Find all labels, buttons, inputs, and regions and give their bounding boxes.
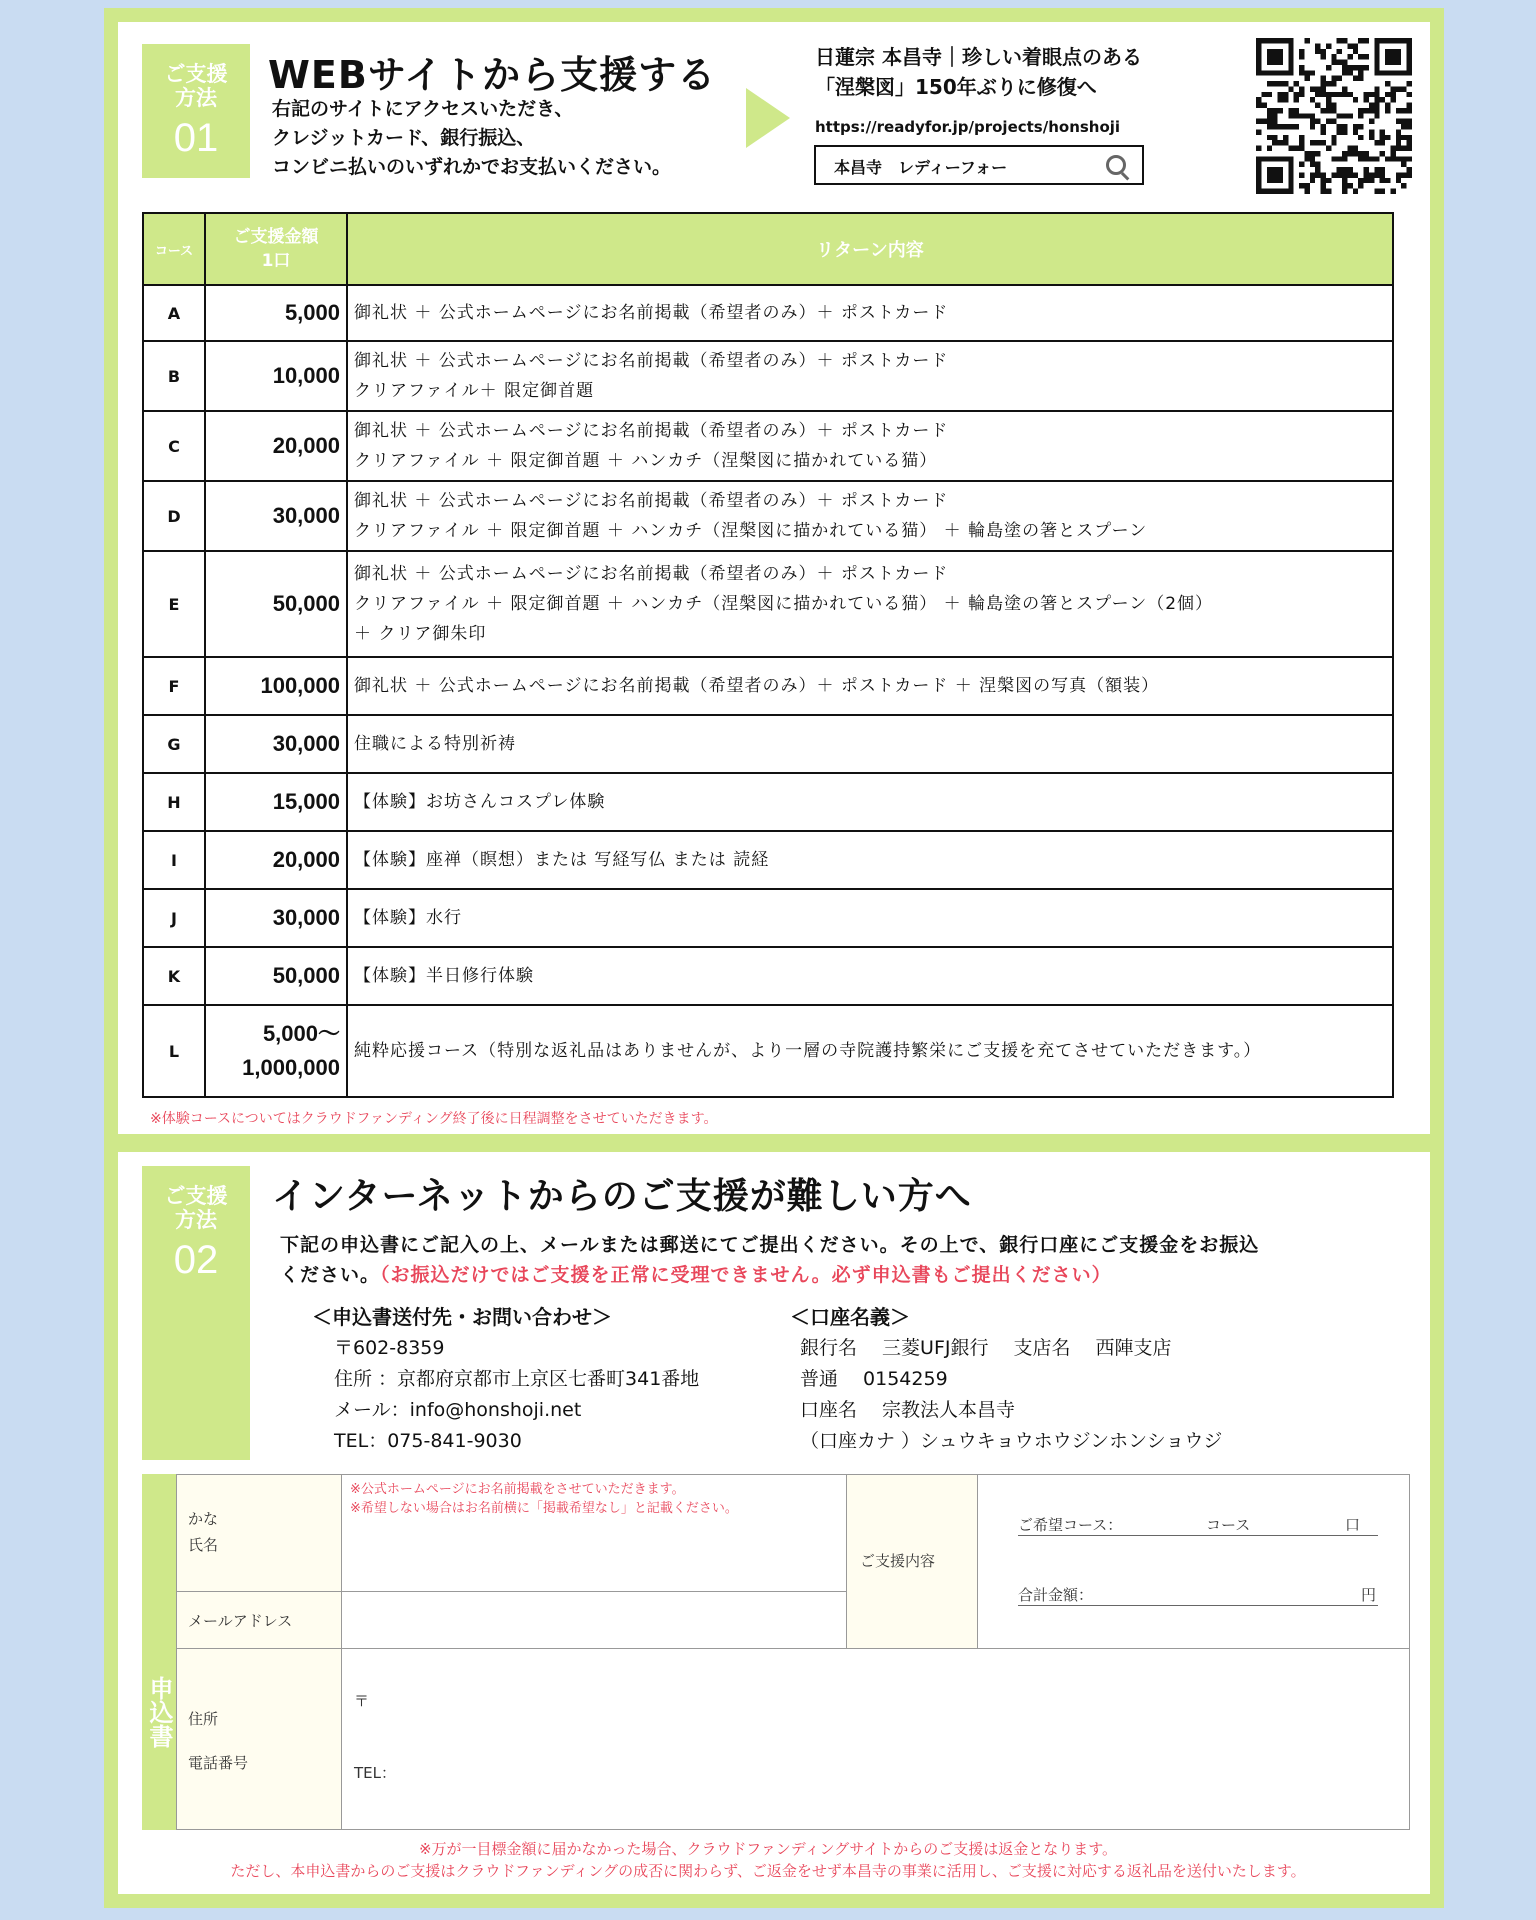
table-row — [143, 947, 1393, 1005]
course-amount: 50,000 — [205, 551, 347, 657]
course-amount: 5,000～ 1,000,000 — [205, 1005, 347, 1097]
course-returns — [347, 889, 1393, 947]
project-url[interactable]: https://readyfor.jp/projects/honshoji — [815, 118, 1121, 136]
project-title: 日蓮宗 本昌寺｜珍しい着眼点のある 「涅槃図」150年ぶりに修復へ — [815, 45, 1142, 99]
name-label: 氏名 — [188, 1536, 219, 1554]
course-amount: 50,000 — [205, 947, 347, 1005]
experience-note: ※体験コースについてはクラウドファンディング終了後に日程調整をさせていただきます。 — [150, 1111, 718, 1127]
header-course: コース — [143, 213, 205, 285]
address-label-cell — [176, 1648, 342, 1830]
return-line: 御礼状 ＋ 公式ホームページにお名前掲載（希望者のみ）＋ ポストカード ＋ 涅槃図の写真（額装） — [354, 676, 1160, 696]
badge-label: 方法 — [175, 86, 217, 110]
course-code: F — [143, 657, 205, 715]
course-amount: 30,000 — [205, 889, 347, 947]
course-code: G — [143, 715, 205, 773]
support-content-input[interactable] — [977, 1474, 1410, 1649]
course-code: B — [143, 341, 205, 411]
contact-info: ＜申込書送付先・お問い合わせ＞ 〒602-8359 住所 ：京都府京都市上京区七番町341番地 メール：info@honshoji.net TEL：075-841-9030 — [312, 1305, 700, 1452]
support-content-label: ご支援内容 — [860, 1552, 936, 1570]
table-row — [143, 411, 1393, 481]
table-row — [143, 481, 1393, 551]
course-returns — [347, 411, 1393, 481]
table-row — [143, 657, 1393, 715]
course-code: I — [143, 831, 205, 889]
table-row — [143, 773, 1393, 831]
footer-note: ※万が一目標金額に届かなかった場合、クラウドファンディングサイトからのご支援は返金となります。 — [418, 1840, 1118, 1858]
method2-badge — [142, 1166, 250, 1460]
course-returns — [347, 1005, 1393, 1097]
phone-label: 電話番号 — [188, 1754, 249, 1772]
course-returns — [347, 773, 1393, 831]
table-row — [143, 1005, 1393, 1097]
course-code: J — [143, 889, 205, 947]
table-header-row — [143, 213, 1393, 285]
email-label: メールアドレス — [188, 1612, 293, 1630]
search-text: 本昌寺 レディーフォー — [834, 158, 1008, 177]
course-amount: 20,000 — [205, 831, 347, 889]
course-returns — [347, 481, 1393, 551]
header-returns: リターン内容 — [347, 213, 1393, 285]
kana-label: かな — [188, 1510, 219, 1528]
course-line[interactable]: ご希望コース： コース 口 — [1018, 1514, 1378, 1536]
table-row — [143, 341, 1393, 411]
table-row — [143, 551, 1393, 657]
method2-instructions: 下記の申込書にご記入の上、メールまたは郵送にてご提出ください。その上で、銀行口座にご支援金をお振込 ください。（お振込だけではご支援を正常に受理できません。必ず申込書もご提出ください） — [280, 1234, 1260, 1286]
return-line: 【体験】水行 — [354, 908, 462, 928]
course-returns — [347, 831, 1393, 889]
table-row — [143, 831, 1393, 889]
name-note: ※公式ホームページにお名前掲載をさせていただきます。 — [350, 1482, 685, 1497]
tel-label: TEL： — [354, 1764, 396, 1782]
badge-label: ご支援 — [164, 62, 228, 86]
postal-mark: 〒 — [354, 1692, 370, 1710]
return-line: クリアファイル ＋ 限定御首題 ＋ ハンカチ（涅槃図に描かれている猫） ＋ 輪島塗の箸とスプーン（2個） — [354, 594, 1214, 614]
table-row — [143, 285, 1393, 341]
course-amount: 10,000 — [205, 341, 347, 411]
address-label: 住所 — [188, 1710, 219, 1728]
course-code: D — [143, 481, 205, 551]
table-row — [143, 715, 1393, 773]
method1-badge — [142, 44, 250, 178]
course-returns — [347, 657, 1393, 715]
course-amount: 20,000 — [205, 411, 347, 481]
course-code: H — [143, 773, 205, 831]
total-line[interactable]: 合計金額： 円 — [1018, 1586, 1376, 1604]
course-code: K — [143, 947, 205, 1005]
return-line: 御礼状 ＋ 公式ホームページにお名前掲載（希望者のみ）＋ ポストカード — [354, 303, 949, 323]
footer-note: ただし、本申込書からのご支援はクラウドファンディングの成否に関わらず、ご返金をせず本昌寺の事業に活用し、ご支援に対応する返礼品を送付いたします。 — [230, 1862, 1306, 1880]
course-returns — [347, 341, 1393, 411]
application-form — [142, 1474, 1410, 1830]
course-code: A — [143, 285, 205, 341]
course-code: E — [143, 551, 205, 657]
badge-number: 01 — [173, 116, 219, 160]
return-line: クリアファイル＋ 限定御首題 — [354, 381, 595, 401]
return-line: 【体験】お坊さんコスプレ体験 — [354, 792, 606, 812]
return-line: クリアファイル ＋ 限定御首題 ＋ ハンカチ（涅槃図に描かれている猫） ＋ 輪島塗の箸とスプーン — [354, 521, 1148, 541]
badge-label: ご支援 — [164, 1184, 228, 1208]
table-row — [143, 889, 1393, 947]
search-box[interactable] — [814, 145, 1144, 185]
return-line: 御礼状 ＋ 公式ホームページにお名前掲載（希望者のみ）＋ ポストカード — [354, 421, 949, 441]
qr-code-icon[interactable] — [1256, 38, 1412, 194]
course-code: L — [143, 1005, 205, 1097]
email-input[interactable] — [341, 1591, 847, 1649]
badge-label: 方法 — [175, 1208, 217, 1232]
return-line: 【体験】座禅（瞑想）または 写経写仏 または 読経 — [354, 850, 770, 870]
bank-account-info: ＜口座名義＞ 銀行名 三菱UFJ銀行 支店名 西陣支店 普通 0154259 口座名 宗教法人本昌寺 （口座カナ ）シュウキョウホウジンホンショウジ — [790, 1305, 1223, 1452]
name-note: ※希望しない場合はお名前横に「掲載希望なし」と記載ください。 — [350, 1501, 738, 1516]
return-line: 純粋応援コース（特別な返礼品はありませんが、より一層の寺院護持繁栄にご支援を充てさせていただきます。） — [354, 1041, 1262, 1061]
arrow-right-icon — [746, 88, 790, 148]
course-returns — [347, 947, 1393, 1005]
form-side-label: 申込書 — [142, 1474, 176, 1830]
course-amount: 100,000 — [205, 657, 347, 715]
address-input[interactable] — [341, 1648, 1410, 1830]
course-returns — [347, 551, 1393, 657]
return-line: クリアファイル ＋ 限定御首題 ＋ ハンカチ（涅槃図に描かれている猫） — [354, 451, 938, 471]
course-amount: 30,000 — [205, 481, 347, 551]
method1-title: WEBサイトから支援する — [268, 53, 717, 97]
returns-table — [142, 212, 1394, 1098]
course-returns — [347, 285, 1393, 341]
method1-intro: 右記のサイトにアクセスいただき、 クレジットカード、銀行振込、 コンビニ払いのいずれかでお支払いください。 — [272, 98, 672, 178]
return-line: 【体験】半日修行体験 — [354, 966, 534, 986]
course-amount: 15,000 — [205, 773, 347, 831]
badge-number: 02 — [173, 1238, 219, 1282]
return-line: 御礼状 ＋ 公式ホームページにお名前掲載（希望者のみ）＋ ポストカード — [354, 491, 949, 511]
method2-title: インターネットからのご支援が難しい方へ — [272, 1176, 972, 1217]
course-returns — [347, 715, 1393, 773]
course-amount: 5,000 — [205, 285, 347, 341]
course-amount: 30,000 — [205, 715, 347, 773]
course-code: C — [143, 411, 205, 481]
search-icon — [1106, 155, 1126, 175]
return-line: 御礼状 ＋ 公式ホームページにお名前掲載（希望者のみ）＋ ポストカード — [354, 564, 949, 584]
header-amount: ご支援金額 1口 — [205, 213, 347, 285]
return-line: 住職による特別祈祷 — [354, 734, 516, 754]
return-line: 御礼状 ＋ 公式ホームページにお名前掲載（希望者のみ）＋ ポストカード — [354, 351, 949, 371]
return-line: ＋ クリア御朱印 — [354, 624, 487, 644]
